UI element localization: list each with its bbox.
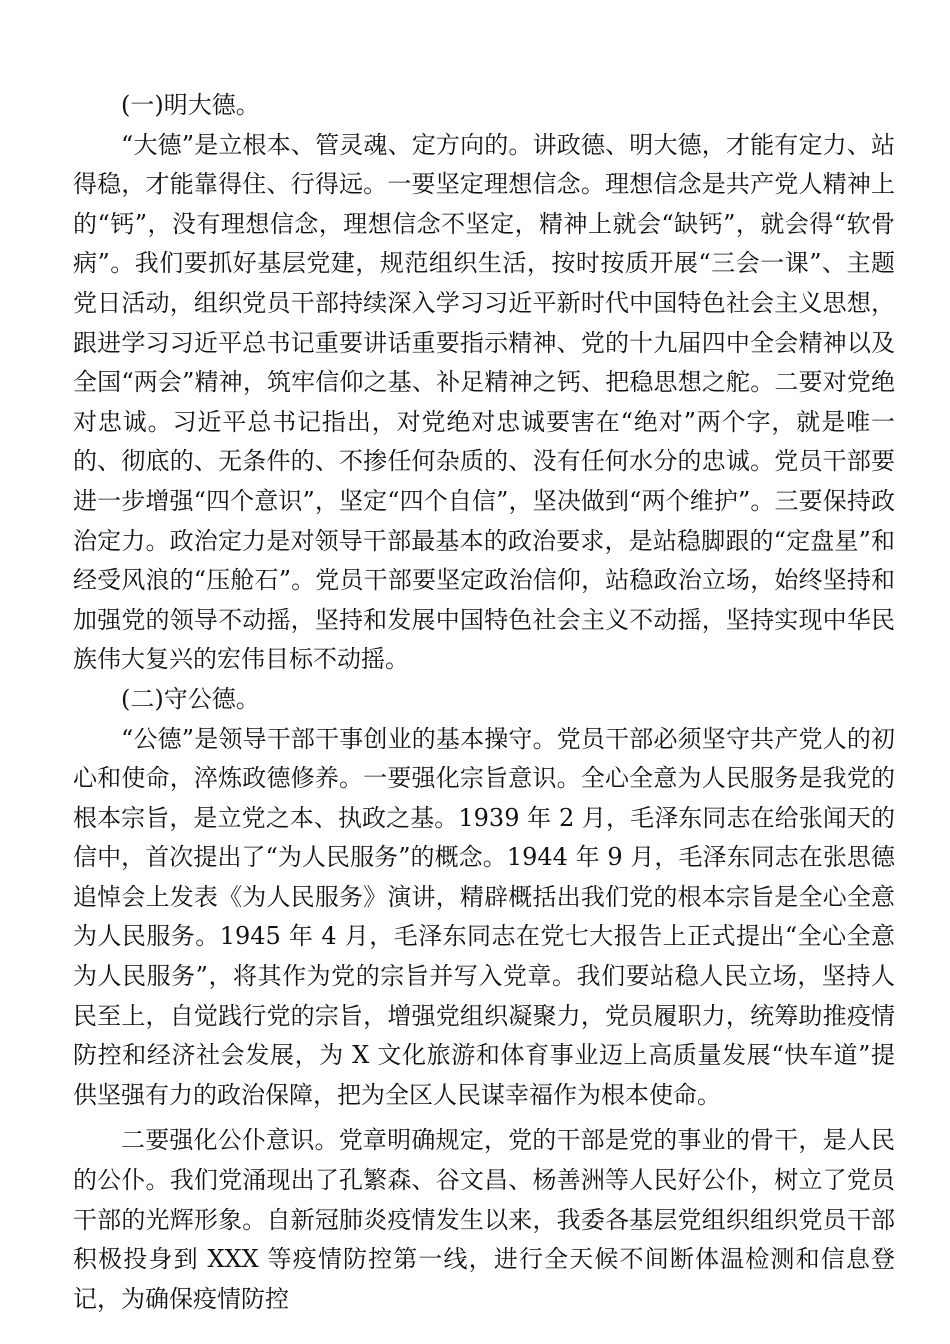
paragraph-1: “大德”是立根本、管灵魂、定方向的。讲政德、明大德，才能有定力、站得稳，才能靠得住、行得远。一要坚定理想信念。理想信念是共产党人精神上的“钙”，没有理想信念，理想信念不坚定，精神上就会“缺钙”，就会得“软骨病”。我们要抓好基层党建，规范组织生活，按时按质开展“三会一课”、主题党日活动，组织党员干部持续深入学习习近平新时代中国特色社会主义思想，跟进学习习近平总书记重要讲话重要指示精神、党的十九届四中全会精神以及全国“两会”精神，筑牢信仰之基、补足精神之钙、把稳思想之舵。二要对党绝对忠诚。习近平总书记指出，对党绝对忠诚要害在“绝对”两个字，就是唯一的、彻底的、无条件的、不掺任何杂质的、没有任何水分的忠诚。党员干部要进一步增强“四个意识”，坚定“四个自信”，坚决做到“两个维护”。三要保持政治定力。政治定力是对领导干部最基本的政治要求，是站稳脚跟的“定盘星”和经受风浪的“压舱石”。党员干部要坚定政治信仰，站稳政治立场，始终坚持和加强党的领导不动摇，坚持和发展中国特色社会主义不动摇，坚持实现中华民族伟大复兴的宏伟目标不动摇。 xyxy=(73,130,895,674)
section-heading-2: (二)守公德。 xyxy=(121,684,260,713)
paragraph-3: 二要强化公仆意识。党章明确规定，党的干部是党的事业的骨干，是人民的公仆。我们党涌现出了孔繁森、谷文昌、杨善洲等人民好公仆，树立了党员干部的光辉形象。自新冠肺炎疫情发生以来，我委各基层党组织组织党员干部积极投身到 XXX 等疫情防控第一线，进行全天候不间断体温检测和信息登记，为确保疫情防控 xyxy=(73,1126,895,1313)
section-heading-1: (一)明大德。 xyxy=(121,91,260,119)
document-page xyxy=(73,86,895,1319)
paragraph-2: “公德”是领导干部干事创业的基本操守。党员干部必须坚守共产党人的初心和使命，淬炼政德修养。一要强化宗旨意识。全心全意为人民服务是我党的根本宗旨，是立党之本、执政之基。1939 年 2 月，毛泽东同志在给张闻天的信中，首次提出了“为人民服务”的概念。1944 年 9 月，毛泽东同志在张思德追悼会上发表《为人民服务》演讲，精辟概括出我们党的根本宗旨是全心全意为人民服务。1945 年 4 月，毛泽东同志在党七大报告上正式提出“全心全意为人民服务”，将其作为党的宗旨并写入党章。我们要站稳人民立场，坚持人民至上，自觉践行党的宗旨，增强党组织凝聚力，党员履职力，统筹助推疫情防控和经济社会发展，为 X 文化旅游和体育事业迈上高质量发展“快车道”提供坚强有力的政治保障，把为全区人民谋幸福作为根本使命。 xyxy=(73,724,895,1109)
